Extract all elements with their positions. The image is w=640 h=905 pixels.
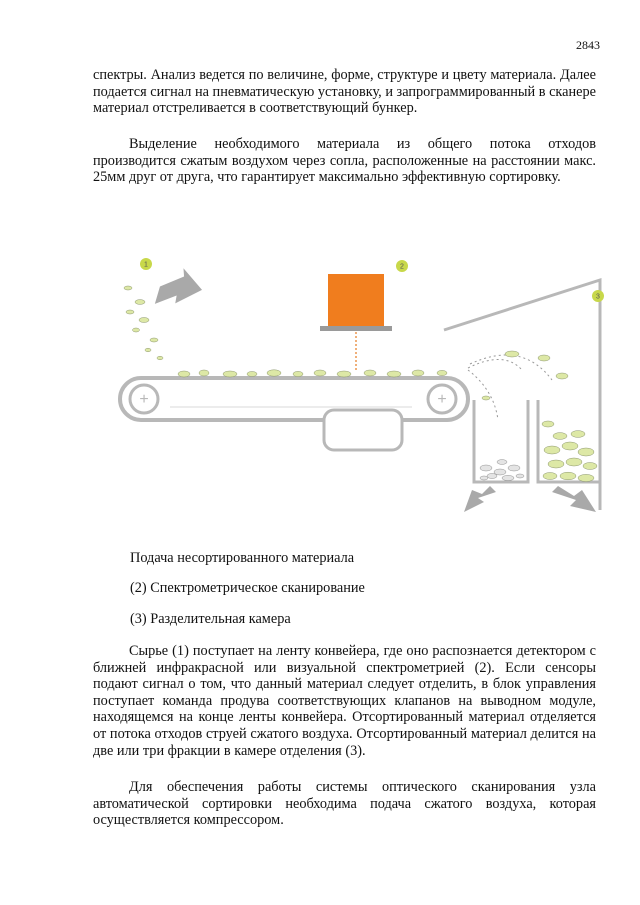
paragraph-compressor: Для обеспечения работы системы оптического сканирования узла автоматической сортировки необходима подача сжатого воздуха, которая осуществляется компрессором. [93, 779, 596, 829]
caption-feed: Подача несортированного материала [130, 550, 355, 566]
spectrometer-scanner-icon [328, 274, 384, 326]
paragraph-intro: спектры. Анализ ведется по величине, форме, структуре и цвету материала. Далее подается сигнал на пневматическую установку, и запрограммированный в сканере материал отстреливается в соответствующий бункер. [93, 67, 596, 117]
marker-1-label: 1 [144, 261, 148, 269]
svg-text:+: + [139, 391, 149, 408]
caption-scanning: (2) Спектрометрическое сканирование [130, 580, 365, 596]
marker-2-label: 2 [400, 263, 404, 271]
marker-3-label: 3 [596, 293, 600, 301]
accept-bin-content-icon [542, 421, 597, 482]
feed-arrow-icon [155, 264, 205, 311]
page-number: 2843 [576, 38, 600, 52]
reject-output-arrow-icon [464, 486, 496, 512]
sorting-machine-diagram [112, 250, 612, 515]
scanner-base-icon [320, 326, 392, 331]
caption-chamber: (3) Разделительная камера [130, 611, 291, 627]
reject-bin-content-icon [480, 460, 524, 481]
paragraph-separation: Выделение необходимого материала из общего потока отходов производится сжатым воздухом через сопла, расположенные на расстоянии макс. 25мм друг от друга, что гарантирует максимально эффективную сортировку. [93, 136, 596, 186]
paragraph-process: Сырье (1) поступает на ленту конвейера, где оно распознается детектором с ближней инфракрасной или визуальной спектрометрией (2). Если сенсоры подают сигнал о том, что данный материал следует отделить, в блок управления поступает команда продува соответствующих клапанов на выводном модуле, находящемся на конце ленты конвейера. Отсортированный материал отделяется от потока отходов струей сжатого воздуха. Отсортированный материал делится на две или три фракции в камере отделения (3). [93, 643, 596, 759]
belt-material-icon [178, 370, 447, 377]
conveyor-belt [120, 378, 468, 420]
svg-text:+: + [437, 391, 447, 408]
drive-unit-icon [324, 410, 402, 450]
accept-output-arrow-icon [552, 486, 596, 512]
